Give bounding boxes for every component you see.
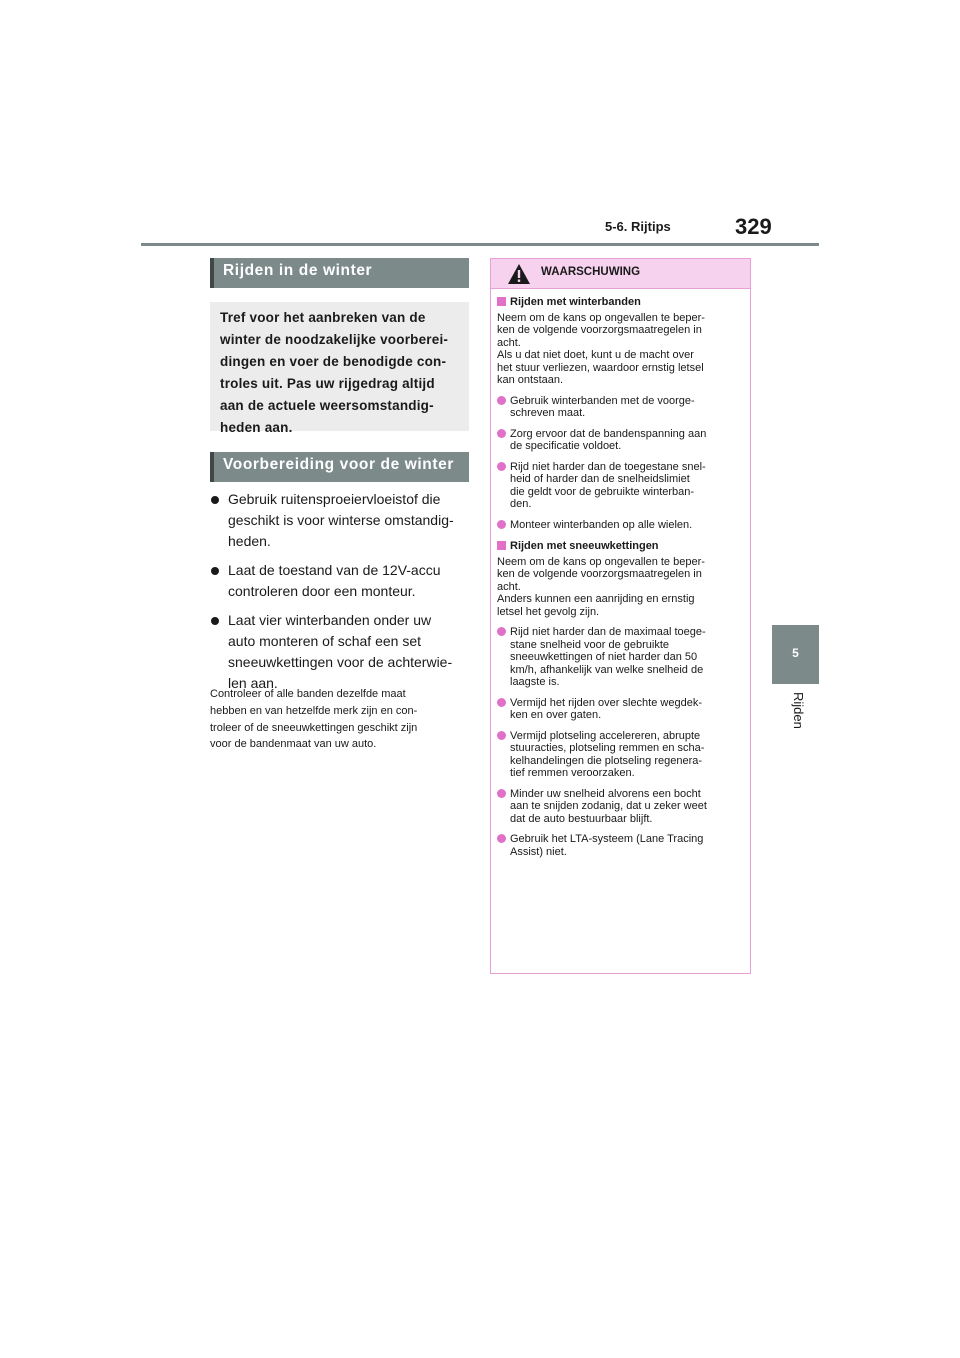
section-heading-preparation: Voorbereiding voor de winter (210, 452, 469, 482)
circle-bullet-icon (497, 731, 506, 740)
preparation-list (210, 489, 472, 702)
header-rule (141, 243, 819, 246)
circle-bullet-icon (497, 396, 506, 405)
warning-list-item: Vermijd plotseling accelereren, abrupte stuuracties, plotseling remmen en scha- kelhandelingen die plotseling regenera- tief remmen veroorzaken. (497, 730, 744, 780)
warning-paragraph: Neem om de kans op ongevallen te beper- ken de volgende voorzorgsmaatregelen in acht. Anders kunnen een aanrijding en ernstig letsel het gevolg zijn. (497, 555, 705, 618)
list-item: Laat de toestand van de 12V-accu controleren door een monteur. (210, 560, 472, 602)
warning-subheading: Rijden met sneeuwkettingen (497, 540, 744, 553)
circle-bullet-icon (497, 520, 506, 529)
bullet-dot-icon (211, 567, 219, 575)
circle-bullet-icon (497, 698, 506, 707)
chapter-label: Rijden (791, 692, 806, 729)
circle-bullet-icon (497, 834, 506, 843)
circle-bullet-icon (497, 789, 506, 798)
warning-list-item: Zorg ervoor dat de bandenspanning aan de specificatie voldoet. (497, 428, 744, 453)
warning-list-item: Minder uw snelheid alvorens een bocht aan te snijden zodanig, dat u zeker weet dat de auto bestuurbaar blijft. (497, 788, 744, 826)
warning-subheading: Rijden met winterbanden (497, 296, 744, 309)
square-bullet-icon (497, 297, 506, 306)
intro-line: heden aan. (220, 420, 293, 435)
list-item: Gebruik ruitensproeiervloeistof die geschikt is voor winterse omstandig- heden. (210, 489, 472, 552)
warning-header (491, 259, 750, 289)
bullet-dot-icon (211, 496, 219, 504)
warning-triangle-icon (507, 263, 531, 285)
bullet-dot-icon (211, 617, 219, 625)
warning-paragraph: Neem om de kans op ongevallen te beper- ken de volgende voorzorgsmaatregelen in acht. Als u dat niet doet, kunt u de macht over het stuur verliezen, waardoor ernstig letsel kan ontstaan. (497, 311, 705, 386)
intro-line: aan de actuele weersomstandig- (220, 398, 434, 413)
intro-line: dingen en voer de benodigde con- (220, 354, 447, 369)
section-title: 5-6. Rijtips (605, 219, 671, 234)
warning-title: WAARSCHUWING (541, 266, 641, 278)
note-text: Controleer of alle banden dezelfde maat hebben en van hetzelfde merk zijn en con- troleer of de sneeuwkettingen geschikt zijn voor de bandenmaat van uw auto. (210, 688, 418, 751)
warning-list-item: Monteer winterbanden op alle wielen. (497, 519, 744, 532)
section-heading-winter: Rijden in de winter (210, 258, 469, 288)
list-item: Laat vier winterbanden onder uw auto monteren of schaf een set sneeuwkettingen voor de achterwie- len aan. (210, 610, 472, 694)
chapter-tab: 5 (772, 625, 819, 684)
intro-line: troles uit. Pas uw rijgedrag altijd (220, 376, 435, 391)
circle-bullet-icon (497, 429, 506, 438)
warning-list-item: Rijd niet harder dan de maximaal toege- stane snelheid voor de gebruikte sneeuwkettingen of niet harder dan 50 km/h, afhankelijk van welke snelheid de laagste is. (497, 626, 744, 689)
circle-bullet-icon (497, 627, 506, 636)
warning-box (490, 258, 751, 974)
warning-list-item: Gebruik winterbanden met de voorge- schreven maat. (497, 395, 744, 420)
warning-list-item: Vermijd het rijden over slechte wegdek- ken en over gaten. (497, 697, 744, 722)
intro-box (210, 302, 469, 435)
square-bullet-icon (497, 541, 506, 550)
intro-line: winter de noodzakelijke voorberei- (220, 332, 449, 347)
warning-list-item: Rijd niet harder dan de toegestane snel- heid of harder dan de snelheidslimiet die geldt voor de gebruikte winterban- den. (497, 461, 744, 511)
page-number: 329 (735, 214, 772, 239)
warning-list-item: Gebruik het LTA-systeem (Lane Tracing Assist) niet. (497, 833, 744, 858)
intro-line: Tref voor het aanbreken van de (220, 310, 426, 325)
circle-bullet-icon (497, 462, 506, 471)
